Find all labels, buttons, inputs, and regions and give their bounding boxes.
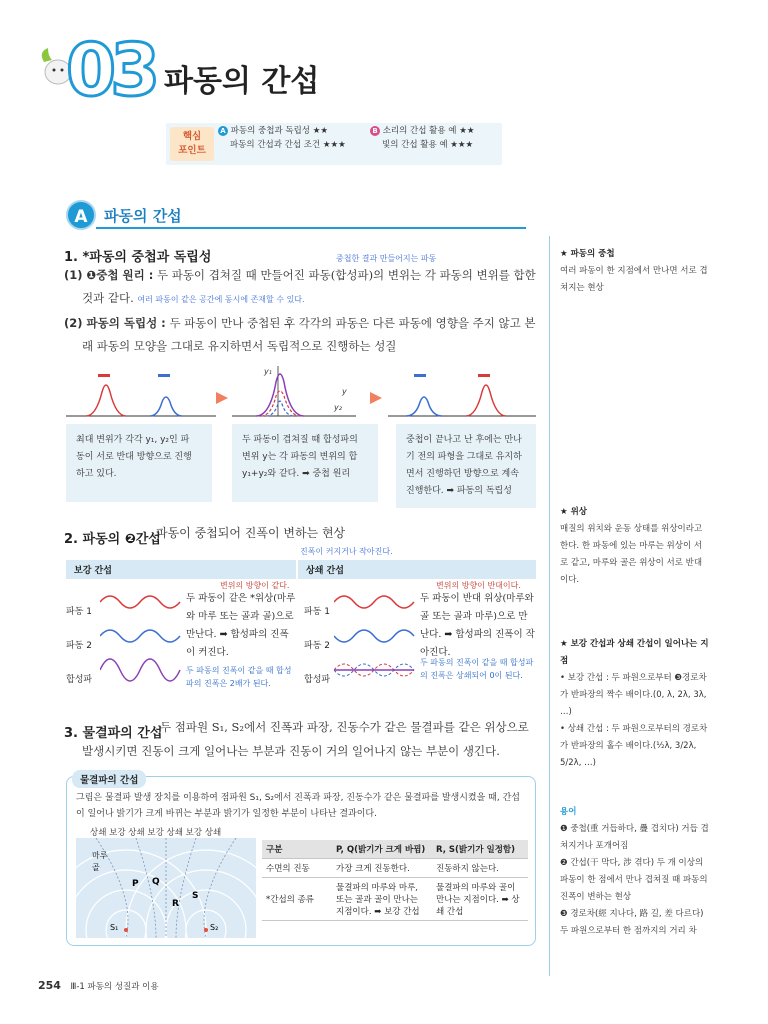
key-b-item-2: 빛의 간섭 활용 예 ★★★ (382, 140, 474, 150)
key-a-item-1: 파동의 중첩과 독립성 ★★ (230, 126, 328, 136)
fig-y2-label: y₂ (334, 403, 342, 412)
interference-table (262, 840, 528, 921)
fig-y-label: y (342, 387, 347, 396)
sidebar-s3-bullet-1: • 보강 간섭 : 두 파원으로부터 ❸경로차가 반파장의 짝수 배이다.(0, λ, 2λ, 3λ, …) (560, 673, 707, 717)
p1-label: (1) ❶중첩 원리 : (64, 268, 154, 282)
destructive-desc-note: 두 파동의 진폭이 같을 때 합성파의 진폭은 상쇄되어 0이 된다. (420, 658, 534, 680)
sidebar-divider (549, 236, 550, 976)
constructive-desc-note: 두 파동의 진폭이 같을 때 합성파의 진폭은 2배가 된다. (186, 666, 292, 688)
section-divider (96, 227, 526, 229)
d-label-wave1: 파동 1 (304, 607, 330, 617)
fig-s-label: S (192, 891, 199, 901)
th-rs: R, S(밝기가 일정함) (432, 840, 528, 859)
p2-text: 두 파동이 만나 중첩된 후 각각의 파동은 다른 파동에 영향을 주지 않고 본 (169, 316, 536, 330)
destructive-labels (304, 595, 330, 697)
d-label-sum: 합성파 (304, 675, 331, 685)
vocab-item-3: ❸ 경로차(經 지나다, 路 길, 差 다르다) 두 파원으로부터 한 점까지의 거리 차 (560, 909, 704, 936)
footer (38, 979, 159, 992)
fig-p-label: P (132, 879, 139, 889)
c-label-sum: 합성파 (66, 675, 93, 685)
p2-text-2: 래 파동의 모양을 그대로 유지하면서 독립적으로 진행하는 성질 (82, 339, 397, 353)
fig-y1-label: y₁ (264, 367, 272, 376)
constructive-graph (100, 588, 182, 698)
caption-after: 중첩이 끝나고 난 후에는 만나 기 전의 파형을 그대로 유지하 면서 진행하던 방향으로 계속 진행한다. ➡ 파동의 독립성 (396, 424, 536, 508)
table-cell: *간섭의 종류 (262, 878, 332, 921)
fig-q-label: Q (152, 877, 160, 887)
p1-text-2: 것과 같다. (82, 291, 134, 305)
table-cell: 수면의 진동 (262, 859, 332, 878)
superposition-figure (66, 362, 536, 424)
item1-paragraph-1 (64, 264, 544, 311)
page-number: 254 (38, 979, 61, 992)
key-a-item-2: 파동의 간섭과 간섭 조건 ★★★ (230, 140, 346, 150)
th-pq: P, Q(밝기가 크게 바뀜) (332, 840, 432, 859)
item3-heading: 3. 물결파의 간섭 (64, 726, 163, 741)
fig-s1-label: S₁ (110, 923, 119, 932)
d-label-wave2: 파동 2 (304, 641, 330, 651)
item1-top-note: 중첩한 결과 만들어지는 파동 (336, 254, 437, 263)
section-badge: A (66, 200, 96, 230)
chapter-title: 파동의 간섭 (164, 64, 320, 99)
section-header (66, 200, 528, 230)
item1-heading: 1. *파동의 중첩과 독립성 (64, 250, 212, 265)
sidebar-note-superposition (560, 246, 710, 297)
key-b-badge: B (370, 126, 380, 136)
table-row (262, 859, 528, 878)
table-cell: 가장 크게 진동한다. (332, 859, 432, 878)
item3-text-2: 발생시키면 진동이 크게 일어나는 부분과 진동이 거의 일어나지 않는 부분이 생긴다. (82, 744, 500, 758)
vocab-item-2: ❷ 간섭(干 막다, 涉 겪다) 두 개 이상의 파동이 한 점에서 만나 겹쳐질 때 파동의 진폭이 변하는 현상 (560, 858, 708, 902)
caption-before: 최대 변위가 각각 y₁, y₂인 파 동이 서로 반대 방향으로 진행 하고 있다. (66, 424, 212, 502)
constructive-note: 변위의 방향이 같다. (220, 581, 290, 590)
item2-note: 진폭이 커지거나 작아진다. (300, 547, 393, 556)
sidebar-vocab (560, 804, 710, 940)
table-cell: 물결파의 마루와 마루, 또는 골과 골이 만나는 지점이다. ➡ 보강 간섭 (332, 878, 432, 921)
th-category: 구분 (262, 840, 332, 859)
p1-note: 여러 파동이 같은 공간에 동시에 존재할 수 있다. (137, 295, 305, 304)
box-text: 그림은 물결파 발생 장치를 이용하여 점파원 S₁, S₂에서 진폭과 파장, 진동수가 같은 물결파를 발생시켰을 때, 간섭이 일어나 밝기가 크게 바뀌는 부분과 밝기가 일정한 부분이 나타난 결과이다. (76, 793, 520, 819)
destructive-title: 상쇄 간섭 (298, 560, 536, 579)
constructive-labels (66, 595, 92, 697)
sidebar-s3-title: ★ 보강 간섭과 상쇄 간섭이 일어나는 지점 (560, 639, 709, 666)
key-b-item-1: 소리의 간섭 활용 예 ★★ (382, 126, 475, 136)
table-cell: 진동하지 않는다. (432, 859, 528, 878)
chapter-number: 03 (66, 28, 155, 112)
fig-trough-label: 골 (92, 863, 100, 872)
key-points-a (218, 124, 346, 152)
table-row (262, 878, 528, 921)
vocab-item-1: ❶ 중첩(重 거듭하다, 疊 겹치다) 거듭 겹쳐지거나 포개어짐 (560, 824, 709, 851)
destructive-note: 변위의 방향이 반대이다. (436, 581, 521, 590)
sidebar-s1-title: ★ 파동의 중첩 (560, 249, 615, 259)
sidebar-note-interference (560, 636, 710, 772)
fig-r-label: R (172, 899, 179, 909)
vocab-title: 용어 (560, 807, 577, 817)
destructive-desc: 두 파동이 반대 위상(마루와 골 또는 골과 마루)으로 만난다. ➡ 합성파의 진폭이 작아진다. (420, 593, 535, 658)
constructive-title: 보강 간섭 (66, 560, 296, 579)
caption-overlap: 두 파동이 겹쳐질 때 합성파의 변위 y는 각 파동의 변위의 합 y₁+y₂와 같다. ➡ 중첩 원리 (232, 424, 378, 502)
fig-crest-label: 마루 (92, 851, 108, 860)
key-points-b (370, 124, 474, 152)
p1-text: 두 파동이 겹쳐질 때 만들어진 파동(합성파)의 변위는 각 파동의 변위를 합한 (156, 268, 536, 282)
section-title: 파동의 간섭 (104, 207, 182, 225)
sidebar-s2-title: ★ 위상 (560, 507, 588, 517)
item3-text: 두 점파원 S₁, S₂에서 진폭과 파장, 진동수가 같은 물결파를 같은 위상으로 (160, 720, 529, 734)
fig-s2-label: S₂ (210, 923, 219, 932)
item2-text: 파동이 중첩되어 진폭이 변하는 현상 (156, 526, 346, 540)
item1-paragraph-2 (64, 312, 544, 358)
sidebar-s1-text: 여러 파동이 한 지점에서 만나면 서로 겹쳐지는 현상 (560, 266, 708, 293)
p2-label: (2) 파동의 독립성 : (64, 316, 166, 330)
ripple-tank-figure (76, 838, 256, 938)
c-label-wave1: 파동 1 (66, 607, 92, 617)
sidebar-note-phase (560, 504, 710, 589)
constructive-desc: 두 파동이 같은 *위상(마루와 마루 또는 골과 골)으로 만난다. ➡ 합성파의 진폭이 커진다. (186, 593, 296, 658)
fig-top-labels: 상쇄 보강 상쇄 보강 상쇄 보강 상쇄 (90, 828, 222, 838)
box-title: 물결파의 간섭 (72, 770, 146, 788)
footer-unit: Ⅲ-1 파동의 성질과 이용 (70, 982, 159, 992)
destructive-graph (334, 588, 416, 698)
item2-heading: 2. 파동의 ❷간섭 (64, 532, 161, 547)
c-label-wave2: 파동 2 (66, 641, 92, 651)
table-cell: 물결파의 마루와 골이 만나는 지점이다. ➡ 상쇄 간섭 (432, 878, 528, 921)
key-a-badge: A (218, 126, 228, 136)
key-points-tag: 핵심 포인트 (170, 127, 214, 161)
sidebar-s3-bullet-2: • 상쇄 간섭 : 두 파원으로부터의 경로차가 반파장의 홀수 배이다.(½λ, 3/2λ, 5/2λ, …) (560, 724, 708, 768)
sidebar-s2-text: 매질의 위치와 운동 상태를 위상이라고 한다. 한 파동에 있는 마루는 위상이 서로 같고, 마루와 골은 위상이 서로 반대이다. (560, 524, 703, 585)
